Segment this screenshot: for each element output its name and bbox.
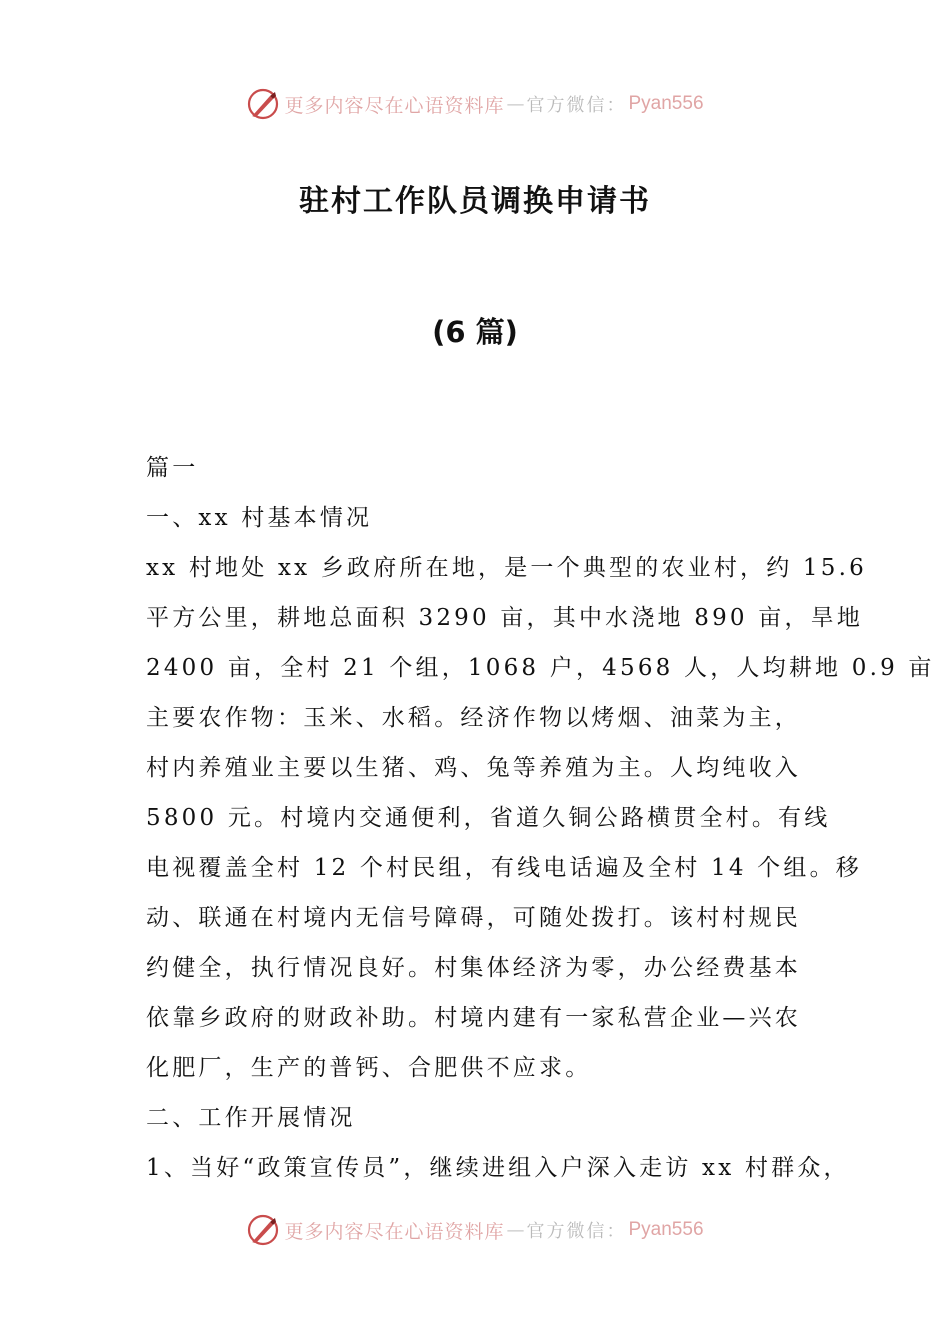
document-subtitle: (6 篇)	[432, 315, 518, 349]
watermark-text: 更多内容尽在心语资料库	[284, 94, 505, 117]
paragraph-line: 主要农作物：玉米、水稻。经济作物以烤烟、油菜为主，	[146, 705, 801, 731]
watermark-separator: —	[506, 1219, 525, 1241]
watermark-banner-bottom	[0, 1210, 950, 1250]
paragraph-line: 村内养殖业主要以生猪、鸡、兔等养殖为主。人均纯收入	[146, 755, 801, 781]
watermark-text: 更多内容尽在心语资料库	[284, 1220, 505, 1243]
paragraph-line: 约健全，执行情况良好。村集体经济为零，办公经费基本	[146, 955, 801, 981]
paragraph-line: 动、联通在村境内无信号障碍，可随处拨打。该村村规民	[146, 905, 801, 931]
paragraph-line: 1、当好“政策宣传员”，继续进组入户深入走访 xx 村群众，	[146, 1155, 850, 1181]
section-heading: 二、工作开展情况	[146, 1105, 356, 1131]
watermark-wechat-id: Pyan556	[628, 1219, 704, 1240]
section-label: 篇一	[146, 455, 199, 481]
document-title: 驻村工作队员调换申请书	[299, 184, 651, 219]
watermark-separator: —	[506, 93, 525, 115]
paragraph-line: 平方公里，耕地总面积 3290 亩，其中水浇地 890 亩，旱地	[146, 605, 864, 631]
paragraph-line: 2400 亩，全村 21 个组，1068 户，4568 人，人均耕地 0.9 亩	[146, 655, 935, 681]
paragraph-line: 5800 元。村境内交通便利，省道久铜公路横贯全村。有线	[146, 805, 831, 831]
watermark-official-label: 官方微信：	[526, 95, 627, 116]
section-heading: 一、xx 村基本情况	[146, 505, 373, 531]
quill-pen-logo-icon	[246, 1213, 280, 1247]
watermark-banner-top	[0, 84, 950, 124]
paragraph-line: 依靠乡政府的财政补助。村境内建有一家私营企业—兴农	[146, 1005, 801, 1031]
document-body	[146, 443, 935, 1193]
quill-pen-logo-icon	[246, 87, 280, 121]
watermark-wechat-id: Pyan556	[628, 93, 704, 114]
paragraph-line: 电视覆盖全村 12 个村民组，有线电话遍及全村 14 个组。移	[146, 855, 862, 881]
paragraph-line: xx 村地处 xx 乡政府所在地，是一个典型的农业村，约 15.6	[146, 555, 867, 581]
watermark-official-label: 官方微信：	[526, 1221, 627, 1242]
paragraph-line: 化肥厂，生产的普钙、合肥供不应求。	[146, 1055, 592, 1081]
